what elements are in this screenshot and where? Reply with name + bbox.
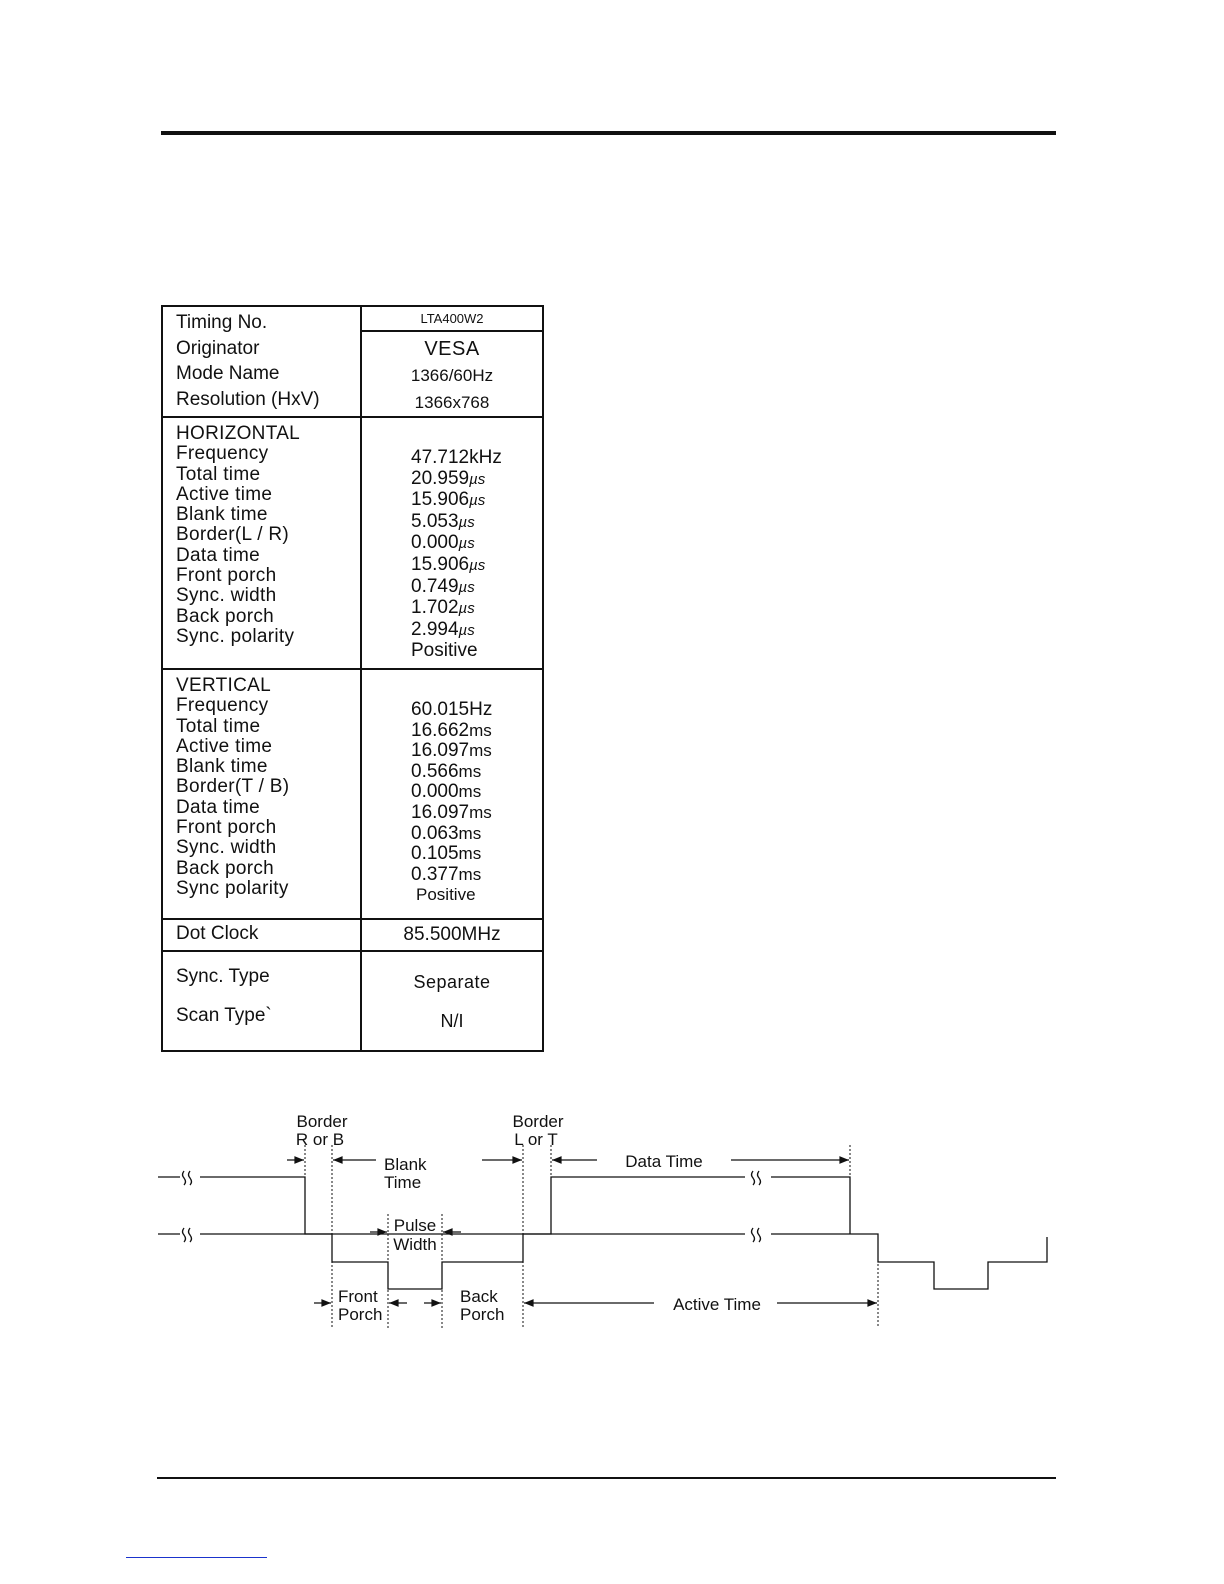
v-label: Sync. width — [176, 837, 277, 859]
border-rb-label: Border — [296, 1112, 348, 1131]
sync-line-segment — [200, 1234, 745, 1289]
v-label: Back porch — [176, 857, 275, 879]
sync-type-label: Sync. Type — [176, 966, 270, 987]
vertical-labels — [162, 669, 361, 919]
v-label: Front porch — [176, 817, 277, 839]
v-value: 16.097 — [411, 740, 470, 762]
sync-scan-row — [162, 951, 543, 1051]
h-value-row — [362, 577, 542, 599]
scan-type-value: N/I — [440, 1011, 464, 1031]
h-value: 20.959 — [411, 467, 470, 489]
h-label: Border(L / R) — [176, 524, 290, 546]
vertical-row — [162, 669, 543, 919]
mode-name-value: 1366/60Hz — [410, 366, 494, 385]
h-value-row — [362, 448, 542, 469]
break-icon — [183, 1228, 192, 1242]
data-line-segment — [200, 1177, 745, 1234]
v-unit: ms — [469, 802, 492, 822]
v-label: Blank time — [176, 756, 268, 778]
v-unit: ms — [458, 782, 482, 802]
vertical-values — [361, 669, 543, 919]
h-label: Sync. polarity — [176, 625, 295, 647]
resolution-label: Resolution (HxV) — [176, 388, 320, 410]
break-icon — [752, 1171, 761, 1185]
vertical-title: VERTICAL — [176, 675, 271, 696]
v-value: 0.105 — [411, 843, 459, 865]
data-line-segment — [771, 1177, 850, 1234]
v-label: Border(T / B) — [176, 776, 290, 798]
h-unit: µs — [458, 621, 475, 639]
sync-waveform — [158, 1228, 1047, 1289]
break-icon — [183, 1171, 192, 1185]
h-unit: µs — [469, 470, 486, 488]
sync-line-segment — [771, 1234, 1047, 1289]
v-value-row — [362, 721, 542, 742]
v-label: Data time — [176, 796, 261, 818]
front-porch-label: Front — [338, 1287, 378, 1306]
v-unit: ms — [458, 844, 482, 864]
h-value-row — [362, 598, 542, 620]
h-value: 0.000 — [411, 532, 459, 554]
pulse-width-label: Pulse — [393, 1216, 437, 1235]
sync-scan-values — [361, 951, 543, 1051]
v-label: Active time — [176, 735, 273, 757]
blank-time-label: Blank — [384, 1155, 427, 1174]
h-label: Front porch — [176, 565, 277, 587]
border-rb-label: R or B — [295, 1130, 345, 1149]
h-label: Data time — [176, 544, 261, 566]
border-lt-label: L or T — [514, 1130, 558, 1149]
h-value: 0.749 — [411, 575, 459, 597]
h-value-row — [362, 555, 542, 577]
v-value: 0.377 — [411, 863, 459, 885]
h-value-row — [362, 641, 542, 662]
v-label: Frequency — [176, 695, 269, 717]
h-label: Active time — [176, 483, 273, 505]
pulse-width-label: Width — [393, 1235, 437, 1254]
h-value: 47.712kHz — [411, 447, 502, 468]
v-unit: ms — [469, 741, 492, 761]
h-unit: µs — [469, 556, 486, 574]
horizontal-title: HORIZONTAL — [176, 423, 301, 444]
h-value: 2.994 — [411, 618, 459, 640]
dimension-arrows — [287, 1160, 877, 1303]
timing-no-label: Timing No. — [176, 312, 268, 333]
h-value: 1.702 — [411, 597, 459, 619]
v-label: Sync polarity — [176, 877, 289, 899]
v-value: 16.097 — [411, 801, 470, 823]
header-row — [162, 306, 543, 417]
h-unit: µs — [458, 535, 475, 553]
sync-type-value: Separate — [413, 972, 491, 992]
h-label: Sync. width — [176, 585, 277, 607]
v-label: Total time — [176, 715, 261, 737]
v-value-row — [362, 844, 542, 865]
h-value: 5.053 — [411, 510, 459, 532]
h-label: Total time — [176, 463, 261, 485]
border-lt-label: Border — [512, 1112, 564, 1131]
data-waveform — [158, 1171, 850, 1234]
h-label: Blank time — [176, 504, 268, 526]
v-value-row — [362, 700, 542, 721]
resolution-value: 1366x768 — [414, 393, 490, 412]
bottom-rule — [157, 1477, 1056, 1479]
v-unit: ms — [469, 720, 492, 740]
v-value: 16.662 — [411, 719, 470, 741]
dot-clock-row — [162, 919, 543, 951]
v-value-row — [362, 885, 542, 906]
header-values — [361, 306, 543, 417]
h-unit: µs — [458, 600, 475, 618]
dot-clock-value: 85.500MHz — [361, 919, 543, 951]
originator-value: VESA — [424, 338, 480, 360]
h-value: 15.906 — [411, 553, 470, 575]
h-value-row — [362, 512, 542, 534]
h-value: Positive — [411, 640, 478, 662]
horizontal-values — [361, 417, 543, 669]
v-value: Positive — [416, 885, 476, 905]
v-value-row — [362, 803, 542, 824]
timing-table — [161, 305, 544, 1052]
v-value-row — [362, 741, 542, 762]
footer-link-underline — [126, 1557, 267, 1558]
v-value: 0.063 — [411, 822, 459, 844]
h-value-row — [362, 533, 542, 555]
header-labels — [162, 306, 361, 417]
blank-time-label: Time — [384, 1173, 422, 1192]
v-value-row — [362, 824, 542, 845]
active-time-label: Active Time — [673, 1295, 761, 1314]
back-porch-label: Back — [460, 1287, 498, 1306]
v-value: 0.566 — [411, 760, 459, 782]
v-unit: ms — [458, 761, 482, 781]
h-unit: µs — [458, 578, 475, 596]
horizontal-row — [162, 417, 543, 669]
v-value-row — [362, 865, 542, 886]
back-porch-label: Porch — [460, 1305, 505, 1324]
v-value: 60.015Hz — [411, 699, 493, 720]
dot-clock-label: Dot Clock — [162, 919, 361, 951]
originator-label: Originator — [176, 337, 260, 359]
h-label: Frequency — [176, 443, 269, 465]
v-value-row — [362, 762, 542, 783]
horizontal-labels — [162, 417, 361, 669]
h-label: Back porch — [176, 605, 275, 627]
sync-scan-labels — [162, 951, 361, 1051]
scan-type-label: Scan Type` — [176, 1005, 272, 1026]
timing-diagram — [0, 1100, 1224, 1340]
v-value: 0.000 — [411, 781, 459, 803]
v-value-row — [362, 782, 542, 803]
front-porch-label: Porch — [338, 1305, 383, 1324]
v-unit: ms — [458, 823, 482, 843]
top-rule — [161, 131, 1056, 135]
data-time-label: Data Time — [625, 1152, 703, 1171]
timing-no-value: LTA400W2 — [362, 307, 542, 332]
mode-name-label: Mode Name — [176, 363, 280, 384]
break-icon — [752, 1228, 761, 1242]
h-unit: µs — [469, 492, 486, 510]
h-value-row — [362, 469, 542, 491]
h-unit: µs — [458, 513, 475, 531]
h-value: 15.906 — [411, 489, 470, 511]
h-value-row — [362, 620, 542, 642]
v-unit: ms — [458, 864, 482, 884]
h-value-row — [362, 490, 542, 512]
